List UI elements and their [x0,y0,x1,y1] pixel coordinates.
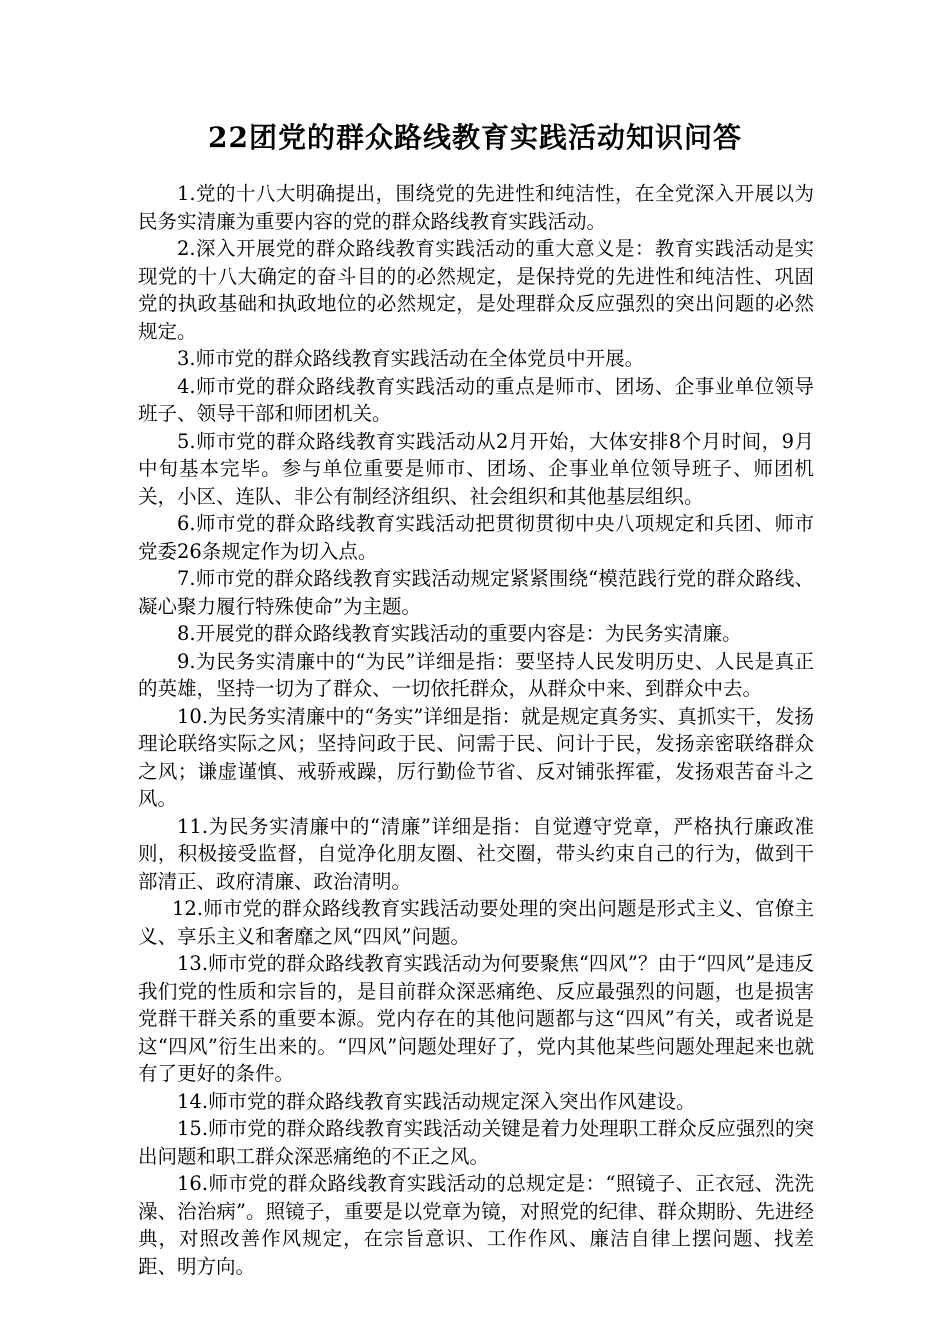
paragraph-3: 3.师市党的群众路线教育实践活动在全体党员中开展。 [177,347,645,370]
paragraph-13: 13.师市党的群众路线教育实践活动为何要聚焦“四风”？由于“四风”是违反我们党的性质和宗旨的，是目前群众深恶痛绝、反应最强烈的问题，也是损害党群干群关系的重要本源。党内存在的其他问题都与这“四风”有关，或者说是这“四风”衍生出来的。“四风”问题处理好了，党内其他某些问题处理起来也就有了更好的条件。 [138,952,814,1085]
paragraph-10: 10.为民务实清廉中的“务实”详细是指：就是规定真务实、真抓实干，发扬理论联络实际之风；坚持问政于民、问需于民、问计于民，发扬亲密联络群众之风；谦虚谨慎、戒骄戒躁，厉行勤俭节省、反对铺张挥霍，发扬艰苦奋斗之风。 [138,704,814,810]
document-title: 22团党的群众路线教育实践活动知识问答 [208,121,742,154]
paragraph-2: 2.深入开展党的群众路线教育实践活动的重大意义是：教育实践活动是实现党的十八大确定的奋斗目的的必然规定，是保持党的先进性和纯洁性、巩固党的执政基础和执政地位的必然规定，是处理群众反应强烈的突出问题的必然规定。 [138,237,814,343]
document-body [138,180,814,1280]
paragraph-11: 11.为民务实清廉中的“清廉”详细是指：自觉遵守党章，严格执行廉政准则，积极接受监督，自觉净化朋友圈、社交圈，带头约束自己的行为，做到干部清正、政府清廉、政治清明。 [138,814,814,893]
paragraph-4: 4.师市党的群众路线教育实践活动的重点是师市、团场、企事业单位领导班子、领导干部和师团机关。 [138,374,814,425]
paragraph-1: 1.党的十八大明确提出，围绕党的先进性和纯洁性，在全党深入开展以为民务实清廉为重要内容的党的群众路线教育实践活动。 [138,182,814,233]
paragraph-12: 12.师市党的群众路线教育实践活动要处理的突出问题是形式主义、官僚主义、享乐主义和奢靡之风“四风”问题。 [138,897,814,948]
paragraph-8: 8.开展党的群众路线教育实践活动的重要内容是：为民务实清廉。 [177,622,742,645]
paragraph-16: 16.师市党的群众路线教育实践活动的总规定是：“照镜子、正衣冠、洗洗澡、治治病”。照镜子，重要是以党章为镜，对照党的纪律、群众期盼、先进经典，对照改善作风规定，在宗旨意识、工作作风、廉洁自律上摆问题、找差距、明方向。 [138,1172,814,1278]
paragraph-6: 6.师市党的群众路线教育实践活动把贯彻贯彻中央八项规定和兵团、师市党委26条规定作为切入点。 [138,512,814,563]
paragraph-15: 15.师市党的群众路线教育实践活动关键是着力处理职工群众反应强烈的突出问题和职工群众深恶痛绝的不正之风。 [138,1117,814,1168]
paragraph-5: 5.师市党的群众路线教育实践活动从2月开始，大体安排8个月时间，9月中旬基本完毕。参与单位重要是师市、团场、企事业单位领导班子、师团机关，小区、连队、非公有制经济组织、社会组织和其他基层组织。 [138,429,814,508]
paragraph-14: 14.师市党的群众路线教育实践活动规定深入突出作风建设。 [177,1089,696,1113]
paragraph-7: 7.师市党的群众路线教育实践活动规定紧紧围绕“模范践行党的群众路线、凝心聚力履行特殊使命”为主题。 [138,567,814,618]
paragraph-9: 9.为民务实清廉中的“为民”详细是指：要坚持人民发明历史、人民是真正的英雄，坚持一切为了群众、一切依托群众，从群众中来、到群众中去。 [138,649,814,700]
